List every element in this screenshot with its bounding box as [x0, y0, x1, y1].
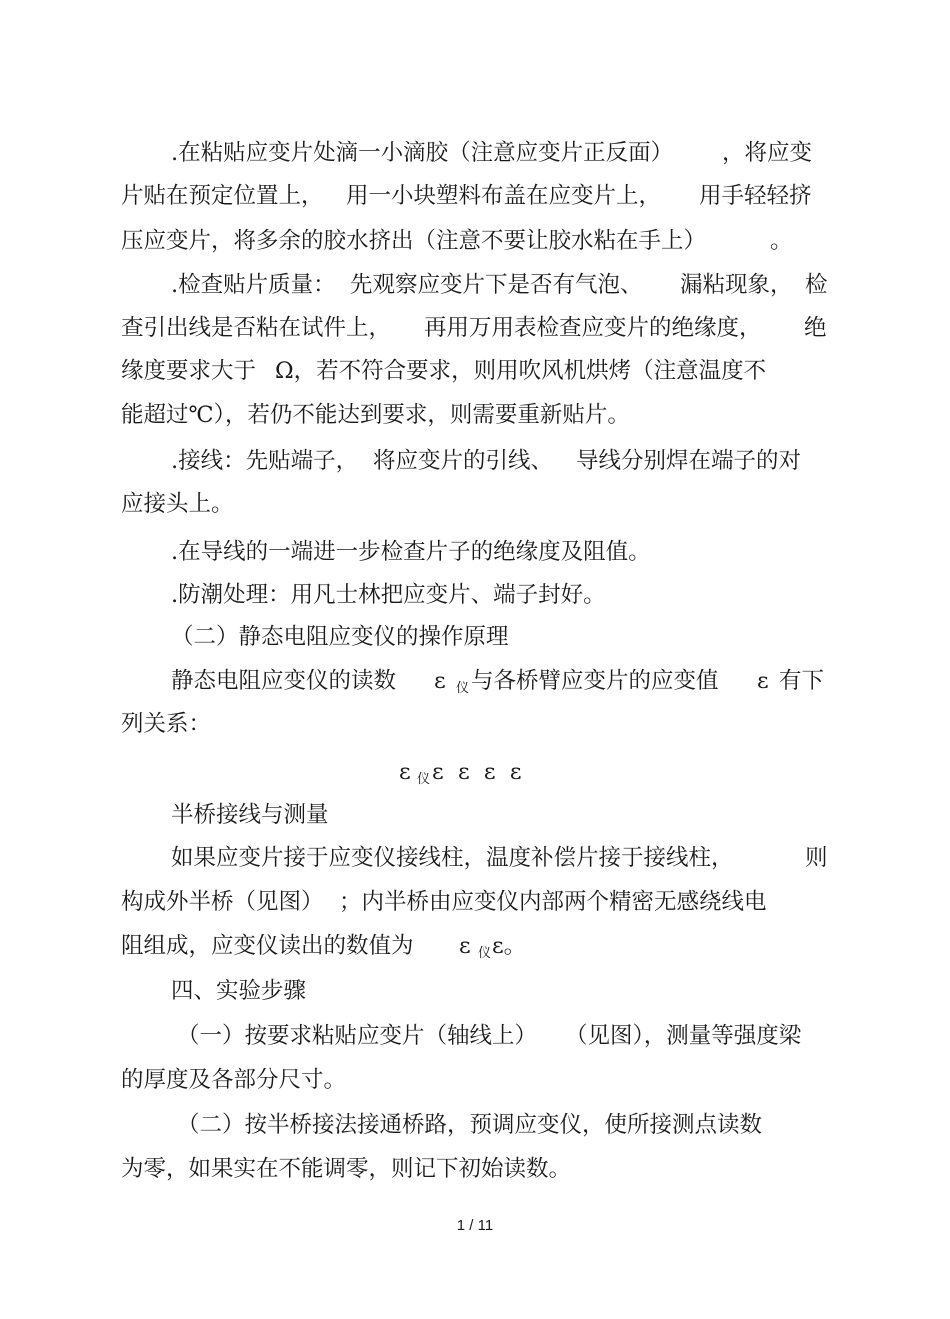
text-line: 列关系：: [121, 711, 212, 737]
text-line: 导线分别焊在端子的对: [576, 448, 802, 474]
text-line: 用一小块塑料布盖在应变片上，: [346, 183, 662, 209]
subscript: 仪: [456, 681, 470, 696]
text-line: .接线：先贴端子，: [171, 448, 359, 474]
text-line: 应接头上。: [121, 491, 234, 517]
text-line: 静态电阻应变仪的读数: [171, 668, 397, 694]
text-line: ；内半桥由应变仪内部两个精密无感绕线电: [339, 889, 767, 915]
text-line: 用手轻轻挤: [699, 183, 812, 209]
text-line: 先观察应变片下是否有气泡、: [350, 272, 643, 298]
text-line: 的厚度及各部分尺寸。: [121, 1067, 347, 1093]
text-line: .检查贴片质量：: [171, 272, 336, 298]
text-line: （一）按要求粘贴应变片（轴线上）: [177, 1023, 538, 1049]
text-line: ε: [434, 668, 446, 694]
text-line: 为零，如果实在不能调零，则记下初始读数。: [121, 1156, 572, 1182]
text-line: 将应变片的引线、: [373, 448, 554, 474]
text-line: 再用万用表检查应变片的绝缘度，: [424, 315, 762, 341]
text-line: 片贴在预定位置上，: [121, 183, 324, 209]
text-line: 有下: [779, 668, 825, 694]
text-line: 能超过℃），若仍不能达到要求，则需要重新贴片。: [121, 402, 630, 428]
subscript: 仪: [417, 772, 431, 787]
text-line: ε: [459, 933, 471, 959]
text-line: （见图），测量等强度梁: [565, 1023, 802, 1049]
text-line: 缘度要求大于: [121, 358, 257, 384]
formula-symbol: ε ε ε ε: [432, 759, 522, 785]
text-line: .在粘贴应变片处滴一小滴胶（注意应变片正反面）: [171, 140, 674, 166]
text-line: 与各桥臂应变片的应变值: [471, 668, 719, 694]
text-line: 构成外半桥（见图）: [121, 889, 324, 915]
subscript: 仪: [478, 946, 492, 961]
text-line: Ω，若不符合要求，则用吹风机烘烤（注意温度不: [275, 358, 767, 384]
text-line: .防潮处理：用凡士林把应变片、端子封好。: [171, 582, 606, 608]
text-line: 阻组成，应变仪读出的数值为: [121, 933, 414, 959]
text-line: 查引出线是否粘在试件上，: [121, 315, 392, 341]
text-line: ε: [757, 668, 769, 694]
text-line: ，将应变: [722, 140, 813, 166]
text-line: 。: [770, 228, 793, 254]
section-heading: 半桥接线与测量: [171, 802, 329, 828]
text-line: 绝: [804, 315, 827, 341]
text-line: 压应变片，将多余的胶水挤出（注意不要让胶水粘在手上）: [121, 228, 707, 254]
text-line: 检: [805, 272, 828, 298]
text-line: ε。: [492, 933, 527, 959]
text-line: 则: [805, 845, 828, 871]
section-heading: 四、实验步骤: [171, 978, 307, 1004]
text-line: .在导线的一端进一步检查片子的绝缘度及阻值。: [171, 539, 651, 565]
text-line: 漏粘现象，: [680, 272, 793, 298]
section-heading: （二）静态电阻应变仪的操作原理: [171, 624, 509, 650]
page-number: 1 / 11: [456, 1217, 494, 1234]
text-line: 如果应变片接于应变仪接线柱，温度补偿片接于接线柱，: [171, 845, 734, 871]
formula-symbol: ε: [399, 759, 411, 785]
text-line: （二）按半桥接法接通桥路，预调应变仪，使所接测点读数: [177, 1112, 763, 1138]
